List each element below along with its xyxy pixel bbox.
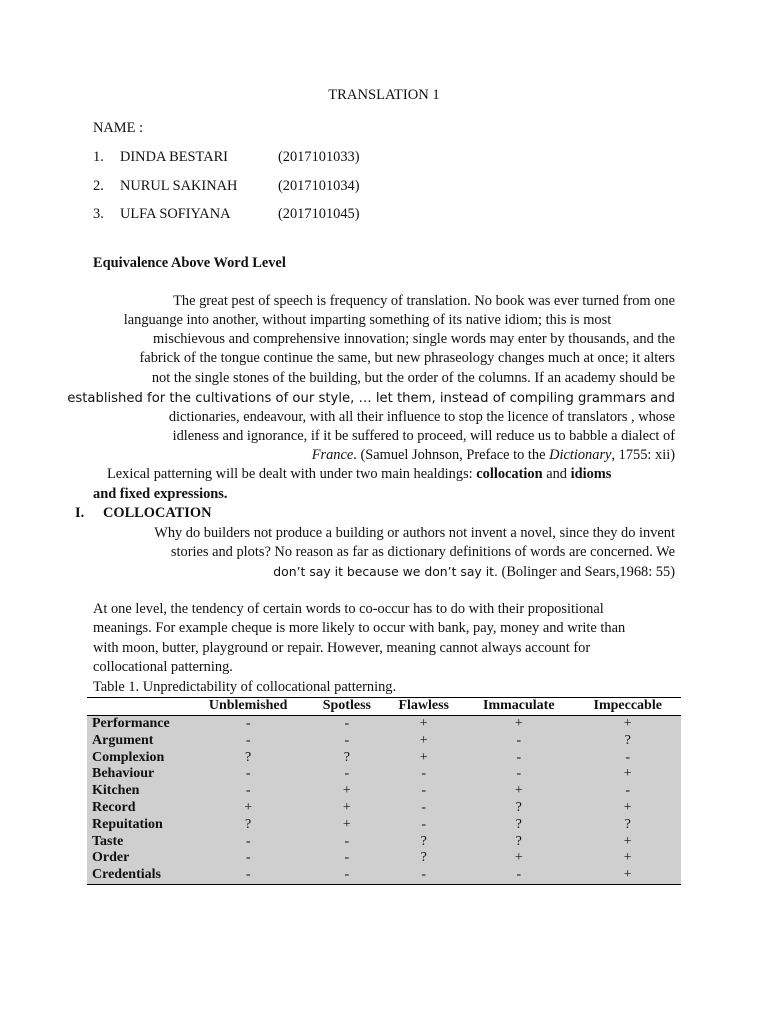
table-cell: ? [515,833,522,849]
quote-line: idleness and ignorance, if it be suffered to proceed, will reduce us to babble a dialect of [172,428,675,444]
table-cell: + [419,716,428,732]
member-id: (2017101033) [278,149,360,165]
table-cell: - [516,732,522,748]
table-cell: - [463,867,574,884]
table-cell: - [344,732,350,748]
table-header-row [87,698,681,716]
collocation-table [87,697,681,885]
table-cell: - [245,766,251,782]
row-label: Repuitation [92,816,163,832]
table-cell: - [309,867,384,884]
table-cell: ? [420,833,427,849]
row-label: Performance [92,716,170,732]
table-cell: ? [624,816,631,832]
section-number: I. [75,505,85,521]
table-body [87,716,681,885]
table-cell: + [342,816,351,832]
table-cell: - [344,766,350,782]
table-row [87,750,681,767]
table-cell: - [421,800,427,816]
bolinger-quote-line: stories and plots? No reason as far as dictionary definitions of words are concerned. We [170,544,675,560]
table-cell: + [514,783,523,799]
table-cell: + [342,783,351,799]
table-row [87,800,681,817]
table-caption: Table 1. Unpredictability of collocational patterning. [93,679,397,695]
table-row [87,783,681,800]
term-idioms: idioms [570,466,612,482]
table-cell: + [244,800,253,816]
row-label: Order [92,850,130,866]
bolinger-quote-sans: don’t say it because we don’t say it. [273,564,498,579]
term-collocation: collocation [476,466,543,482]
table-cell: ? [343,749,350,765]
member-id: (2017101045) [278,206,360,222]
name-label: NAME : [93,120,143,136]
row-label: Behaviour [92,766,155,782]
member-number: 1. [93,149,104,165]
table-row [87,733,681,750]
document-title: TRANSLATION 1 [328,87,440,103]
table-cell: ? [515,800,522,816]
table-cell: + [419,732,428,748]
table-cell: - [625,749,631,765]
table-cell: - [421,816,427,832]
quote-line: not the single stones of the building, but the order of the columns. If an academy should be [151,370,675,386]
collocation-section-heading [75,505,211,522]
section-title: COLLOCATION [103,505,212,521]
member-row [93,178,360,195]
quote-line: languange into another, without imparting something of its native idiom; this is most [123,312,612,328]
row-label: Argument [92,732,154,748]
lexical-pre: Lexical patterning will be dealt with under two main healdings: [107,466,477,482]
paragraph-line: meanings. For example cheque is more likely to occur with bank, pay, money and write than [93,620,626,636]
column-header: Impeccable [574,698,681,716]
member-name: DINDA BESTARI [120,149,228,165]
table-cell: - [245,850,251,866]
paragraph-line: with moon, butter, playground or repair. However, meaning cannot always account for [93,640,591,656]
member-number: 2. [93,178,104,194]
row-label: Record [92,800,136,816]
lexical-and: and [542,466,571,482]
table-cell: - [516,749,522,765]
table-cell: - [384,867,463,884]
table-row [87,716,681,733]
table-cell: + [514,716,523,732]
section-heading: Equivalence Above Word Level [93,255,286,271]
table-cell: - [344,850,350,866]
member-id: (2017101034) [278,178,360,194]
table-cell: ? [624,732,631,748]
table-cell: - [344,716,350,732]
column-header: Immaculate [463,698,574,716]
table-cell: - [625,783,631,799]
column-header: Spotless [309,698,384,716]
table-cell: + [514,850,523,866]
table-row [87,817,681,834]
table-cell: + [623,716,632,732]
table-cell: ? [420,850,427,866]
table-cell: ? [245,816,252,832]
table-cell: - [245,732,251,748]
column-header: Flawless [384,698,463,716]
table-cell: + [623,850,632,866]
paragraph-line: At one level, the tendency of certain words to co-occur has to do with their propositional [93,601,604,617]
term-fixed-expressions: and fixed expressions. [93,486,228,502]
member-number: 3. [93,206,104,222]
table-cell: + [623,800,632,816]
quote-france: France [311,447,354,463]
quote-line: fabrick of the tongue continue the same, but new phraseology changes much at once; it alters [139,350,675,366]
table-corner-cell [87,698,187,716]
quote-citation-mid: . (Samuel Johnson, Preface to the [353,447,550,463]
table-cell: + [574,867,681,884]
column-header: Unblemished [187,698,309,716]
quote-line: mischievous and comprehensive innovation; single words may enter by thousands, and the [153,331,675,347]
quote-line: dictionaries, endeavour, with all their influence to stop the licence of translators , whose [168,409,675,425]
paragraph-line: collocational patterning. [93,659,233,675]
member-name: NURUL SAKINAH [120,178,238,194]
table-row [87,867,681,884]
row-label: Taste [92,833,124,849]
quote-citation [60,446,675,465]
table-cell: - [187,867,309,884]
table-cell: - [245,783,251,799]
table-cell: + [623,766,632,782]
quote-line: established for the cultivations of our style, … let them, instead of compiling grammars and [67,391,675,406]
table-row [87,850,681,867]
member-row [93,149,360,166]
table-cell: - [421,766,427,782]
bolinger-quote-citation [60,562,675,582]
member-row [93,206,360,223]
lexical-patterning-text [107,466,611,483]
table-cell: + [342,800,351,816]
table-cell: - [245,833,251,849]
table-cell: + [419,749,428,765]
member-name: ULFA SOFIYANA [120,206,231,222]
quote-line: The great pest of speech is frequency of translation. No book was ever turned from one [173,293,675,309]
table-cell: - [516,766,522,782]
table-cell: - [344,833,350,849]
table-row [87,834,681,851]
table-cell: - [245,716,251,732]
quote-dictionary: Dictionary [549,447,612,463]
bolinger-quote-line: Why do builders not produce a building or authors not invent a novel, since they do invent [154,525,675,541]
row-label: Credentials [87,867,187,884]
table-cell: + [623,833,632,849]
table-cell: ? [515,816,522,832]
table-row [87,766,681,783]
bolinger-cite: (Bolinger and Sears,1968: 55) [497,564,675,580]
table-cell: - [421,783,427,799]
table-cell: ? [245,749,252,765]
quote-citation-end: , 1755: xii) [611,447,675,463]
row-label: Kitchen [92,783,140,799]
row-label: Complexion [92,749,165,765]
